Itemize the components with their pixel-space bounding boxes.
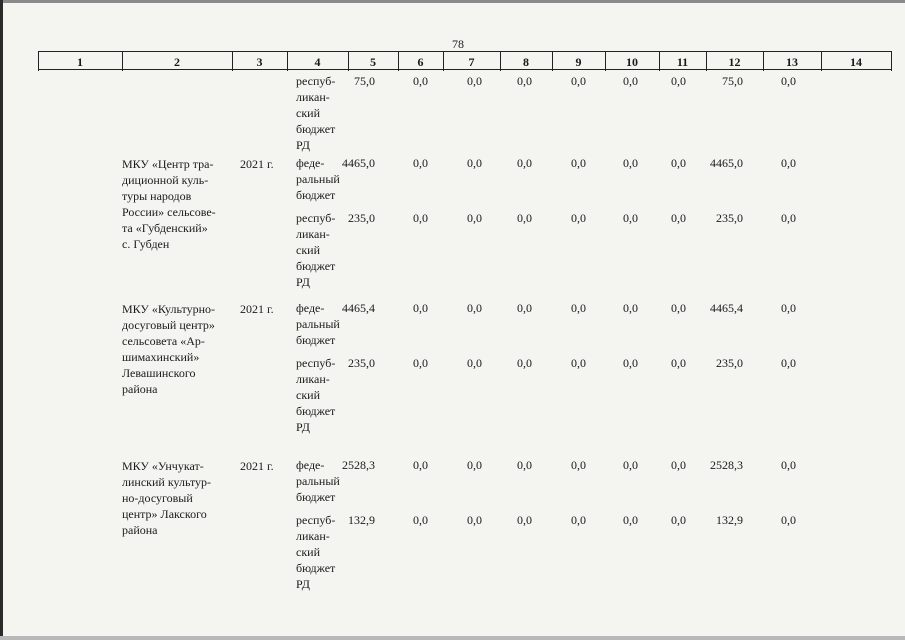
value-col-8: 0,0 [517, 74, 532, 88]
value-col-5: 235,0 [348, 211, 375, 225]
value-col-11: 0,0 [671, 513, 686, 527]
value-col-5: 4465,0 [342, 156, 375, 170]
header-cell-3: 3 [256, 55, 263, 69]
value-col-12: 4465,0 [710, 156, 743, 170]
value-col-7: 0,0 [467, 356, 482, 370]
header-cell-7: 7 [468, 55, 475, 69]
value-col-13: 0,0 [781, 301, 796, 315]
header-cell-12: 12 [728, 55, 741, 69]
value-col-5: 235,0 [348, 356, 375, 370]
value-col-5: 75,0 [354, 74, 375, 88]
header-cell-2: 2 [174, 55, 180, 69]
value-col-12: 2528,3 [710, 458, 743, 472]
header-cell-5: 5 [370, 55, 376, 69]
value-col-8: 0,0 [517, 211, 532, 225]
value-col-11: 0,0 [671, 211, 686, 225]
value-col-8: 0,0 [517, 356, 532, 370]
funding-source: респуб- ликан- ский бюджет РД [296, 74, 336, 152]
header-cell-11: 11 [676, 55, 689, 69]
org-name: МКУ «Центр тра- диционной куль- туры народов России» сельсове- та «Губденский» с. Губден [122, 157, 216, 251]
funding-source: респуб- ликан- ский бюджет РД [296, 513, 336, 591]
value-col-12: 235,0 [716, 211, 743, 225]
header-cell-4: 4 [314, 55, 321, 69]
header-cell-10: 10 [626, 55, 638, 69]
header-column-divider [891, 51, 892, 71]
value-col-13: 0,0 [781, 156, 796, 170]
org-name: МКУ «Культурно- досуговый центр» сельсовета «Ар- шимахинский» Левашинского района [122, 302, 216, 396]
scan-edge-top [0, 0, 905, 3]
value-col-11: 0,0 [671, 458, 686, 472]
header-cell-6: 6 [417, 55, 424, 69]
year: 2021 г. [240, 157, 274, 171]
value-col-7: 0,0 [467, 458, 482, 472]
value-col-12: 4465,4 [710, 301, 743, 315]
value-col-7: 0,0 [467, 156, 482, 170]
value-col-6: 0,0 [413, 513, 428, 527]
value-col-9: 0,0 [571, 458, 586, 472]
value-col-8: 0,0 [517, 156, 532, 170]
value-col-8: 0,0 [517, 458, 532, 472]
value-col-8: 0,0 [517, 513, 532, 527]
value-col-6: 0,0 [413, 156, 428, 170]
page-number: 78 [452, 37, 464, 51]
value-col-10: 0,0 [623, 356, 638, 370]
funding-source: феде- ральный бюджет [296, 301, 340, 347]
funding-source: респуб- ликан- ский бюджет РД [296, 356, 336, 434]
value-col-11: 0,0 [671, 301, 686, 315]
value-col-10: 0,0 [623, 211, 638, 225]
value-col-13: 0,0 [781, 513, 796, 527]
value-col-7: 0,0 [467, 513, 482, 527]
value-col-7: 0,0 [467, 301, 482, 315]
value-col-10: 0,0 [623, 74, 638, 88]
scan-edge-left [0, 0, 3, 640]
value-col-11: 0,0 [671, 356, 686, 370]
value-col-12: 132,9 [716, 513, 743, 527]
value-col-11: 0,0 [671, 74, 686, 88]
header-cell-1: 1 [77, 55, 83, 69]
value-col-10: 0,0 [623, 513, 638, 527]
value-col-10: 0,0 [623, 156, 638, 170]
value-col-6: 0,0 [413, 74, 428, 88]
header-cell-14: 14 [850, 55, 862, 69]
value-col-12: 75,0 [722, 74, 743, 88]
value-col-13: 0,0 [781, 356, 796, 370]
value-col-13: 0,0 [781, 211, 796, 225]
value-col-6: 0,0 [413, 301, 428, 315]
value-col-10: 0,0 [623, 301, 638, 315]
scan-edge-bottom [0, 636, 905, 640]
header-cell-13: 13 [786, 55, 798, 69]
value-col-5: 132,9 [348, 513, 375, 527]
value-col-9: 0,0 [571, 356, 586, 370]
value-col-9: 0,0 [571, 301, 586, 315]
value-col-7: 0,0 [467, 74, 482, 88]
value-col-7: 0,0 [467, 211, 482, 225]
table-header [0, 51, 905, 71]
value-col-5: 2528,3 [342, 458, 375, 472]
value-col-9: 0,0 [571, 513, 586, 527]
value-col-6: 0,0 [413, 458, 428, 472]
value-col-9: 0,0 [571, 211, 586, 225]
funding-source: респуб- ликан- ский бюджет РД [296, 211, 336, 289]
value-col-6: 0,0 [413, 356, 428, 370]
value-col-11: 0,0 [671, 156, 686, 170]
value-col-9: 0,0 [571, 74, 586, 88]
value-col-5: 4465,4 [342, 301, 375, 315]
year: 2021 г. [240, 302, 274, 316]
year: 2021 г. [240, 459, 274, 473]
value-col-6: 0,0 [413, 211, 428, 225]
header-cell-8: 8 [523, 55, 529, 69]
funding-source: феде- ральный бюджет [296, 156, 340, 202]
value-col-8: 0,0 [517, 301, 532, 315]
funding-source: феде- ральный бюджет [296, 458, 340, 504]
value-col-10: 0,0 [623, 458, 638, 472]
value-col-13: 0,0 [781, 74, 796, 88]
value-col-13: 0,0 [781, 458, 796, 472]
org-name: МКУ «Унчукат- линский культур- но-досуговый центр» Лакского района [122, 459, 212, 537]
header-cell-9: 9 [575, 55, 582, 69]
value-col-12: 235,0 [716, 356, 743, 370]
value-col-9: 0,0 [571, 156, 586, 170]
